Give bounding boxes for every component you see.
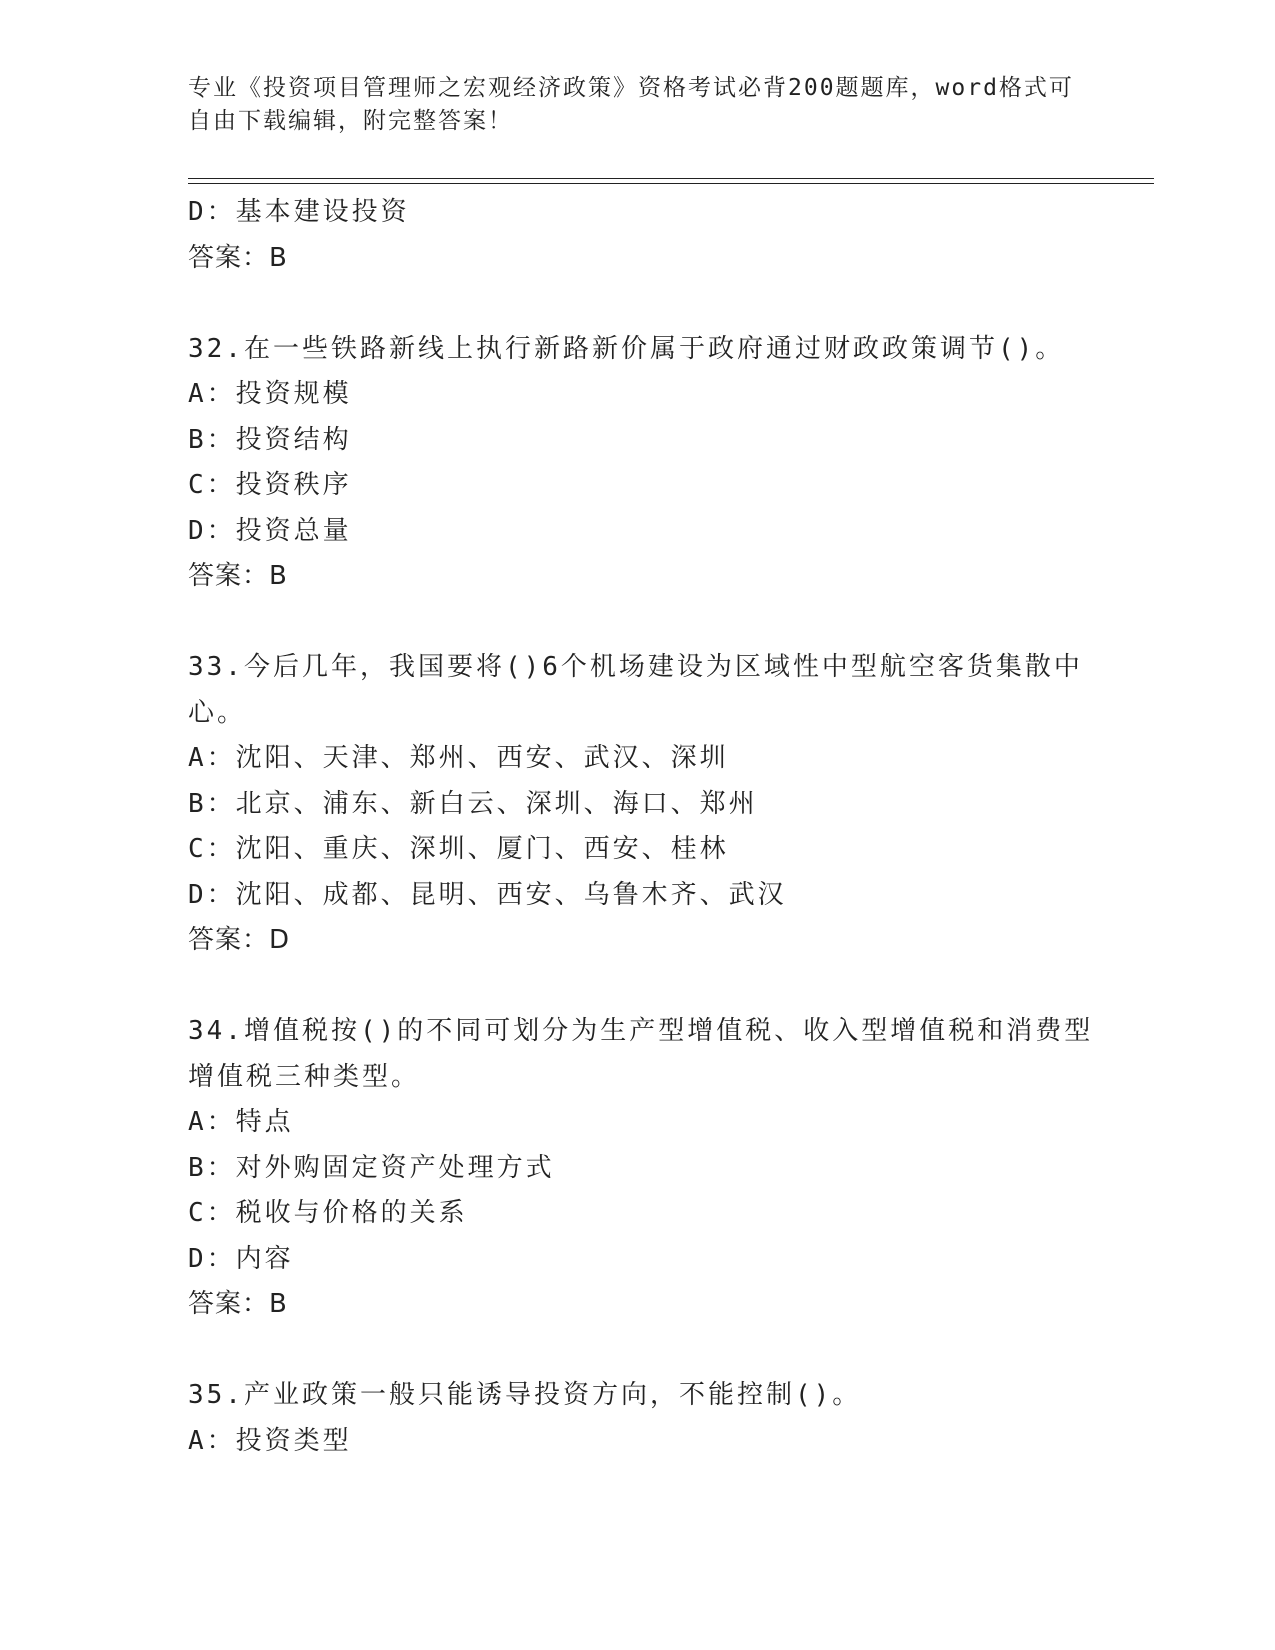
option-b: B：北京、浦东、新白云、深圳、海口、郑州: [188, 788, 758, 819]
answer-line: 答案：D: [188, 925, 291, 955]
document-header: [188, 72, 1074, 138]
option-c: C：税收与价格的关系: [188, 1198, 468, 1228]
answer-line: 答案：B: [188, 561, 288, 591]
option-a: A：投资规模: [188, 379, 352, 409]
option-a: A：沈阳、天津、郑州、西安、武汉、深圳: [188, 743, 729, 773]
option-b: B：投资结构: [188, 424, 352, 455]
header-divider-bottom: [188, 183, 1154, 184]
question-35: [188, 1373, 1088, 1464]
header-line-1: 专业《投资项目管理师之宏观经济政策》资格考试必背200题题库，word格式可: [188, 75, 1074, 101]
question-32: [188, 327, 1088, 600]
option-c: C：沈阳、重庆、深圳、厦门、西安、桂林: [188, 834, 729, 864]
question-stem: 33.今后几年，我国要将()6个机场建设为区域性中型航空客货集散中: [188, 652, 1083, 682]
header-divider-top: [188, 178, 1154, 179]
spacer: [188, 964, 1088, 1010]
option-b: B：对外购固定资产处理方式: [188, 1152, 555, 1183]
option-d: D：内容: [188, 1243, 294, 1274]
question-stem-continued: 增值税三种类型。: [188, 1061, 421, 1092]
header-line-2: 自由下载编辑，附完整答案！: [188, 108, 513, 134]
answer-line: 答案：B: [188, 1289, 288, 1319]
spacer: [188, 600, 1088, 646]
spacer: [188, 1328, 1088, 1374]
spacer: [188, 281, 1088, 327]
question-stem: 35.产业政策一般只能诱导投资方向，不能控制()。: [188, 1380, 862, 1410]
option-d: D：基本建设投资: [188, 197, 410, 227]
answer-line: 答案：B: [188, 242, 288, 273]
question-stem-continued: 心。: [188, 697, 247, 728]
question-33: [188, 645, 1088, 964]
option-d: D：沈阳、成都、昆明、西安、乌鲁木齐、武汉: [188, 879, 787, 910]
question-content: [188, 190, 1094, 1464]
option-a: A：投资类型: [188, 1425, 352, 1456]
question-stem: 32.在一些铁路新线上执行新路新价属于政府通过财政政策调节()。: [188, 333, 1065, 364]
question-34: [188, 1009, 1094, 1328]
question-stem: 34.增值税按()的不同可划分为生产型增值税、收入型增值税和消费型: [188, 1016, 1094, 1046]
option-c: C：投资秩序: [188, 470, 352, 500]
option-d: D：投资总量: [188, 515, 352, 546]
option-a: A：特点: [188, 1107, 294, 1137]
